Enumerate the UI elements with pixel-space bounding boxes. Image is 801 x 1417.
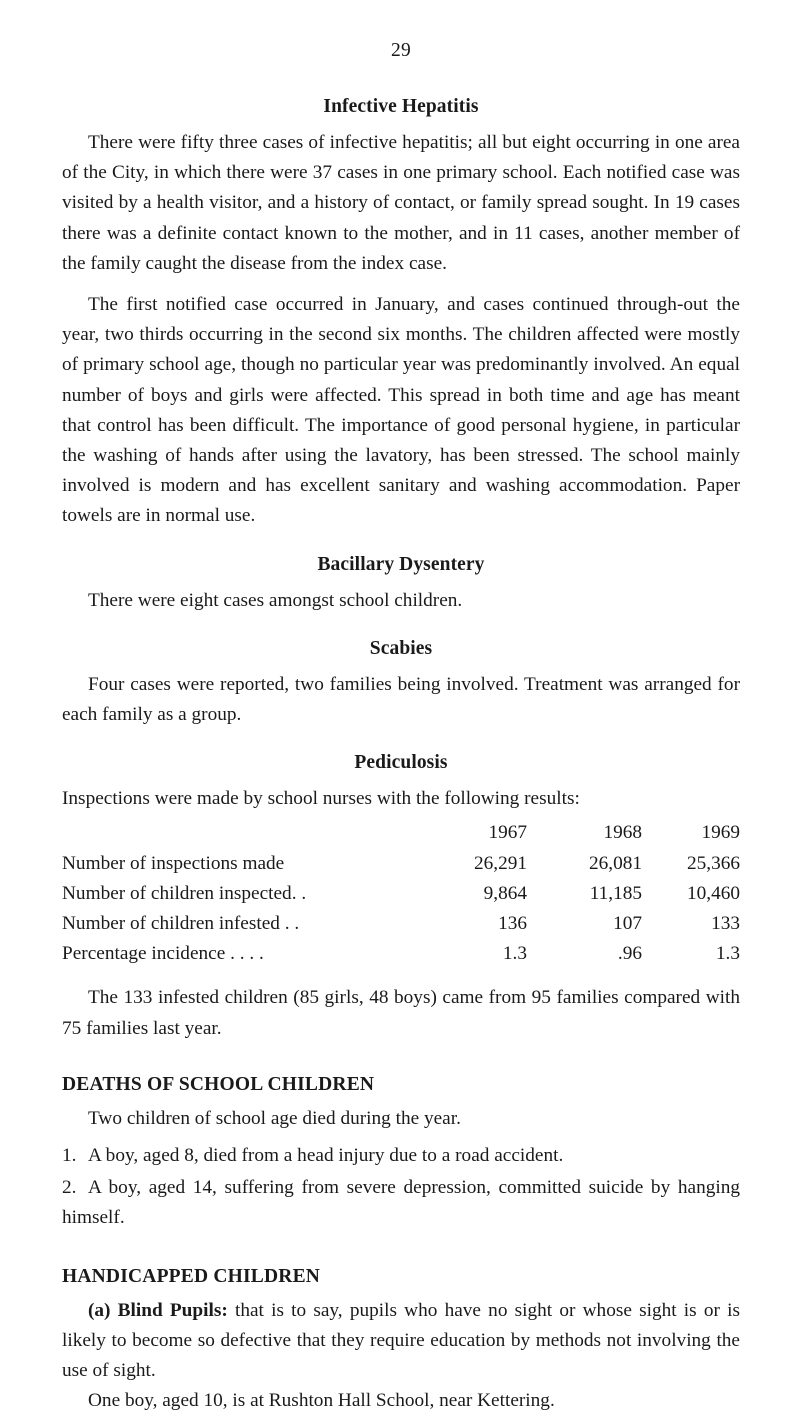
spacer: [62, 969, 740, 983]
cell-1967: 136: [498, 913, 527, 935]
heading-infective-hepatitis: Infective Hepatitis: [323, 96, 479, 117]
row-label: Number of children inspected. .: [62, 882, 307, 904]
heading-pediculosis: Pediculosis: [354, 752, 448, 774]
list-item-text: A boy, aged 8, died from a head injury due to a road accident.: [88, 1145, 564, 1167]
list-item-number: 2.: [62, 1177, 77, 1199]
paragraph-hepatitis-2: The first notified case occurred in January, and cases continued through-out the year, two thirds occurring in the second six months. The children affected were mostly of primary school age, though no particular year was predominantly involved. An equal number of boys and girls were affected. This spread in both time and age has meant that control has been difficult. The importance of good personal hygiene, in particular the washing of hands after using the lavatory, has been stressed. The school mainly involved is modern and has excellent sanitary and washing accommodation. Paper towels are in normal use.: [62, 294, 740, 527]
paragraph-pediculosis-intro: Inspections were made by school nurses with the following results:: [62, 788, 580, 810]
table-row: [62, 849, 740, 879]
col-header-1967: 1967: [488, 822, 527, 844]
cell-1969: 25,366: [686, 852, 740, 874]
paragraph-blind-pupils: [62, 1296, 740, 1387]
cell-1967: 9,864: [483, 882, 527, 904]
col-header-blank: [62, 818, 402, 848]
heading-deaths-of-school-children: DEATHS OF SCHOOL CHILDREN: [62, 1073, 375, 1095]
table-row: [62, 879, 740, 909]
table-header-row: [62, 818, 740, 848]
paragraph-rushton-hall: One boy, aged 10, is at Rushton Hall School, near Kettering.: [88, 1390, 555, 1412]
cell-1968: 26,081: [588, 852, 642, 874]
table-row: [62, 939, 740, 969]
paragraph-dysentery-1: There were eight cases amongst school children.: [88, 589, 463, 611]
pediculosis-table-body: [62, 849, 740, 970]
list-item-text: A boy, aged 14, suffering from severe depression, committed suicide by hanging himself.: [62, 1177, 740, 1229]
cell-1967: 26,291: [473, 852, 527, 874]
list-item-number: 1.: [62, 1145, 77, 1167]
paragraph-scabies-1: Four cases were reported, two families being involved. Treatment was arranged for each family as a group.: [62, 673, 740, 726]
row-label: Number of children infested . .: [62, 913, 300, 935]
page-content: [62, 40, 740, 1417]
heading-scabies: Scabies: [369, 637, 433, 659]
text-blind-pupils: that is to say, pupils who have no sight or whose sight is or is likely to become so defective that they require education by methods not involving the use of sight.: [62, 1299, 740, 1382]
cell-1968: .96: [617, 943, 642, 965]
spacer: [62, 1236, 740, 1266]
paragraph-hepatitis-1: There were fifty three cases of infective hepatitis; all but eight occurring in one area of the City, in which there were 37 cases in one primary school. Each notified case was visited by a health visitor, and a history of contact, or family spread sought. In 19 cases there was a definite contact known to the mother, and in 11 cases, another member of the family caught the disease from the index case.: [62, 132, 740, 274]
cell-1968: 107: [613, 913, 642, 935]
cell-1967: 1.3: [502, 943, 527, 965]
spacer: [62, 1044, 740, 1074]
cell-1968: 11,185: [589, 882, 642, 904]
cell-1969: 1.3: [715, 943, 740, 965]
col-header-1969: 1969: [701, 822, 740, 844]
page-number: 29: [390, 40, 412, 61]
pediculosis-table-head: [62, 818, 740, 848]
spacer: [62, 616, 740, 638]
row-label: Percentage incidence . . . .: [62, 943, 264, 965]
row-label: Number of inspections made: [62, 852, 285, 874]
paragraph-deaths-intro: Two children of school age died during the year.: [88, 1107, 461, 1129]
heading-handicapped-children: HANDICAPPED CHILDREN: [62, 1265, 321, 1287]
spacer: [62, 532, 740, 554]
paragraph-pediculosis-footnote: The 133 infested children (85 girls, 48 boys) came from 95 families compared with 75 families last year.: [62, 987, 740, 1039]
spacer: [62, 730, 740, 752]
cell-1969: 133: [711, 913, 740, 935]
list-item: [62, 1141, 740, 1171]
heading-bacillary-dysentery: Bacillary Dysentery: [317, 553, 485, 575]
col-header-1968: 1968: [603, 822, 642, 844]
list-item: [62, 1173, 740, 1233]
label-blind-pupils: (a) Blind Pupils:: [88, 1299, 228, 1321]
table-row: [62, 909, 740, 939]
pediculosis-table: [62, 818, 740, 969]
deaths-list: [62, 1141, 740, 1234]
cell-1969: 10,460: [686, 882, 740, 904]
